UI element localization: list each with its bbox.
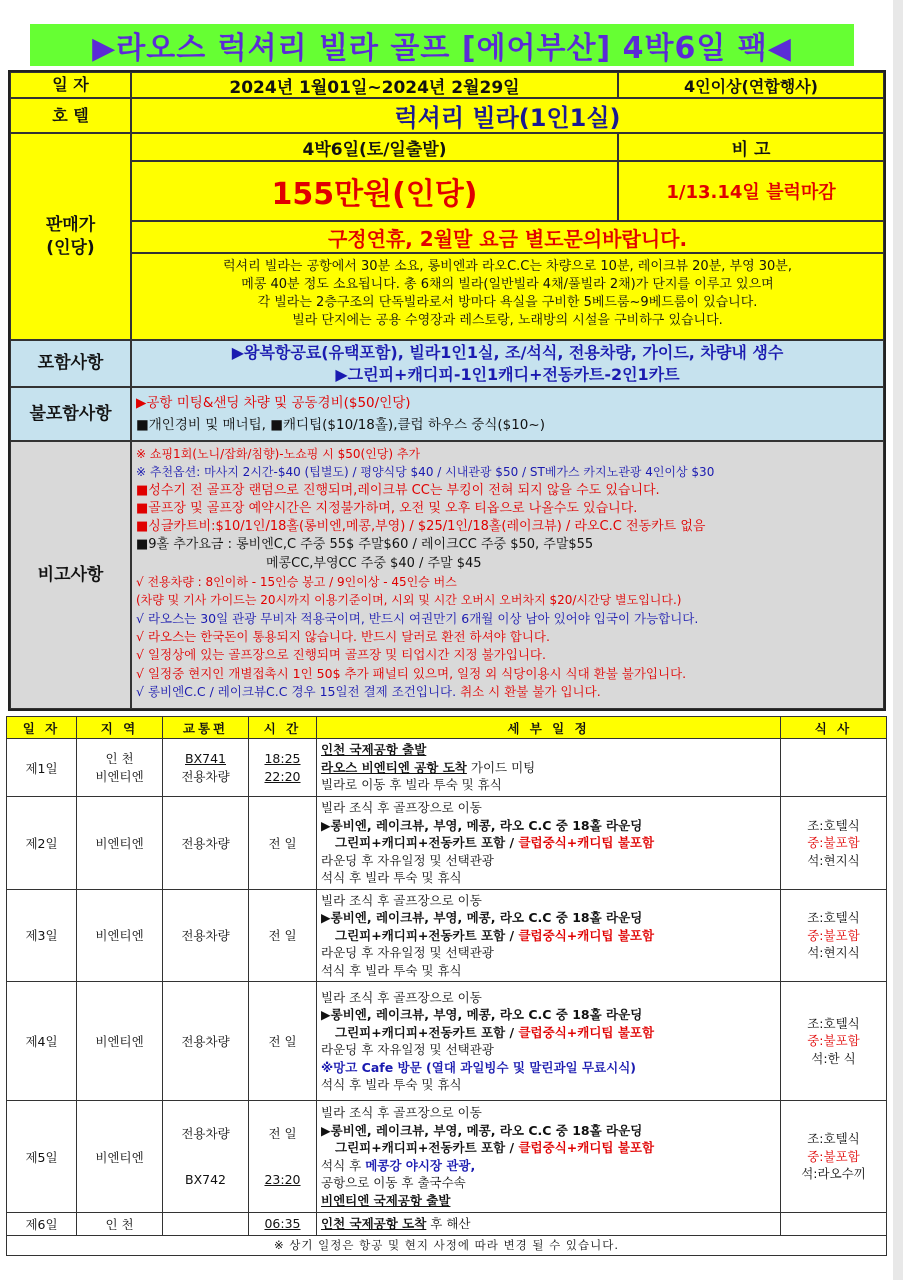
meal-text: 석:현지식 — [807, 945, 860, 960]
transport-cell — [163, 1101, 249, 1213]
detail-line: ※망고 Cafe 방문 (열대 과일빙수 및 말린과일 무료시식) — [321, 1059, 636, 1075]
detail-line: 클럽중식+캐디팁 불포함 — [518, 927, 655, 943]
note-item: √ 일정상에 있는 골프장으로 진행되며 골프장 및 티업시간 지정 불가입니다. — [136, 647, 546, 663]
header-day: 일 자 — [7, 717, 77, 739]
meals-cell — [781, 797, 887, 890]
meal-text: 석:현지식 — [807, 852, 860, 868]
detail-line: 빌라 조식 후 골프장으로 이동 — [321, 1105, 482, 1120]
region-cell: 인 천 — [77, 1213, 163, 1236]
note-item: ■성수기 전 골프장 랜덤으로 진행되며,레이크뷰 CC는 부킹이 전혀 되지 않을 수도 있습니다. — [136, 482, 660, 498]
time-cell: 전 일 — [249, 982, 317, 1101]
meals-cell — [781, 982, 887, 1101]
header-details: 세 부 일 정 — [317, 717, 781, 739]
hotel-value: 럭셔리 빌라(1인1실) — [131, 98, 884, 133]
overview-table — [8, 70, 886, 711]
included-label: 포함사항 — [10, 340, 131, 387]
itinerary-row — [7, 1101, 887, 1213]
detail-line: 메콩강 야시장 관광, — [365, 1157, 476, 1173]
meals-cell — [781, 739, 887, 797]
time-text: 22:20 — [264, 768, 301, 784]
note-item: √ 라오스는 한국돈이 통용되지 않습니다. 반드시 달러로 환전 하셔야 합니다. — [136, 628, 550, 644]
time-cell — [249, 1101, 317, 1213]
region-cell — [77, 739, 163, 797]
day-cell: 제5일 — [7, 1101, 77, 1213]
footnote: ※ 상기 일정은 항공 및 현지 사정에 따라 변경 될 수 있습니다. — [7, 1235, 887, 1255]
detail-line: 석식 후 빌라 투숙 및 휴식 — [321, 962, 462, 978]
flight-number: BX742 — [185, 1171, 226, 1187]
villa-desc-line: 메콩 40분 정도 소요됩니다. 총 6채의 빌라(일반빌라 4채/풀빌라 2채)가 단지를 이루고 있으며 — [241, 277, 774, 292]
note-item: 메콩CC,부영CC 주중 $40 / 주말 $45 — [266, 555, 482, 571]
excluded-item: ▶공항 미팅&샌딩 차량 및 공동경비($50/인당) — [136, 395, 411, 411]
note-item: ■싱글카트비:$10/1인/18홀(롱비엔,메콩,부영) / $25/1인/18홀(레이크뷰) / 라오C.C 전동카트 없음 — [136, 519, 706, 535]
meal-text: 조:호텔식 — [807, 910, 860, 925]
note-item: ■9홀 추가요금 : 롱비엔C,C 주중 55$ 주말$60 / 레이크CC 주중 $50, 주말$55 — [136, 537, 594, 553]
meal-text: 조:호텔식 — [807, 1015, 860, 1031]
meal-text: 중: — [807, 835, 824, 850]
villa-desc-line: 빌라 단지에는 공용 수영장과 레스토랑, 노래방의 시설을 구비하구 있습니다. — [292, 313, 723, 328]
meals-cell — [781, 1101, 887, 1213]
villa-desc-line: 각 빌라는 2층구조의 단독빌라로서 방마다 욕실을 구비한 5베드룸~9베드룸이 있습니다. — [257, 295, 758, 310]
detail-line: 클럽중식+캐디팁 불포함 — [518, 835, 655, 850]
day-cell: 제3일 — [7, 889, 77, 982]
header-region: 지 역 — [77, 717, 163, 739]
detail-line: 빌라 조식 후 골프장으로 이동 — [321, 800, 482, 815]
note-item: ※ 추천옵션: 마사지 2시간-$40 (팁별도) / 평양식당 $40 / 시내관광 $50 / ST베가스 카지노관광 4인이상 $30 — [136, 465, 715, 480]
detail-line: 빌라 조식 후 골프장으로 이동 — [321, 989, 482, 1005]
region-cell: 비엔티엔 — [77, 982, 163, 1101]
time-text: 23:20 — [264, 1171, 301, 1187]
detail-line: 라운딩 후 자유일정 및 선택관광 — [321, 852, 494, 868]
transport-cell — [163, 739, 249, 797]
details-cell — [317, 982, 781, 1101]
details-cell — [317, 889, 781, 982]
excluded-item: ■개인경비 및 매너팁, ■캐디팁($10/18홀),클럽 하우스 중식($10~) — [136, 417, 545, 433]
detail-line: ▶롱비엔, 레이크뷰, 부영, 메콩, 라오 C.C 중 18홀 라운딩 — [321, 1122, 643, 1138]
schedule-type: 4박6일(토/일출발) — [131, 133, 618, 161]
note-item: √ 롱비엔C.C / 레이크뷰C.C 경우 15일전 결제 조건입니다. — [136, 683, 461, 699]
meal-text: 조:호텔식 — [807, 817, 860, 833]
meal-text: 석:라오수끼 — [801, 1166, 866, 1182]
region-text: 비엔티엔 — [95, 768, 144, 784]
transport-text: 전용차량 — [181, 768, 230, 784]
time-cell: 06:35 — [249, 1213, 317, 1236]
meal-text: 조:호텔식 — [807, 1131, 860, 1147]
excluded-list — [131, 387, 884, 441]
price-note: 1/13.14일 블럭마감 — [618, 161, 884, 221]
detail-line: 빌라 조식 후 골프장으로 이동 — [321, 892, 482, 908]
detail-line: 라오스 비엔티엔 공항 도착 — [321, 759, 467, 775]
details-cell — [317, 739, 781, 797]
page-edge — [893, 0, 903, 1280]
meal-text: 불포함 — [823, 1033, 860, 1049]
detail-line: 석식 후 빌라 투숙 및 휴식 — [321, 870, 462, 885]
transport-cell: 전용차량 — [163, 889, 249, 982]
transport-text: 전용차량 — [181, 1126, 230, 1141]
meals-cell — [781, 889, 887, 982]
header-time: 시 간 — [249, 717, 317, 739]
transport-cell — [163, 1213, 249, 1236]
detail-line: 그린피+캐디피+전동카트 포함 / — [335, 1024, 519, 1040]
region-cell: 비엔티엔 — [77, 889, 163, 982]
day-cell: 제6일 — [7, 1213, 77, 1236]
itinerary-row — [7, 797, 887, 890]
note-item: √ 일정중 현지인 개별접촉시 1인 50$ 추가 패널티 있으며, 일정 외 식당이용시 식대 환불 불가입니다. — [136, 665, 687, 681]
itinerary-table — [6, 716, 887, 1256]
itinerary-row — [7, 1213, 887, 1236]
note-item: 취소 시 환불 불가 입니다. — [460, 683, 601, 699]
detail-line: ▶롱비엔, 레이크뷰, 부영, 메콩, 라오 C.C 중 18홀 라운딩 — [321, 817, 643, 833]
meals-cell — [781, 1213, 887, 1236]
detail-line: 빌라로 이동 후 빌라 투숙 및 휴식 — [321, 777, 502, 793]
details-cell — [317, 1101, 781, 1213]
detail-line: ▶롱비엔, 레이크뷰, 부영, 메콩, 라오 C.C 중 18홀 라운딩 — [321, 910, 643, 925]
holiday-note: 구정연휴, 2월말 요금 별도문의바랍니다. — [131, 221, 884, 253]
day-cell: 제1일 — [7, 739, 77, 797]
detail-line: 비엔티엔 국제공항 출발 — [321, 1192, 451, 1208]
day-cell: 제2일 — [7, 797, 77, 890]
time-cell — [249, 739, 317, 797]
time-text: 전 일 — [268, 1126, 297, 1141]
note-item: ■골프장 및 골프장 예약시간은 지정불가하며, 오전 및 오후 티옵으로 나올수도 있습니다. — [136, 500, 638, 516]
meal-text: 불포함 — [823, 927, 860, 943]
detail-line: 석식 후 — [321, 1157, 366, 1173]
note-item: (차량 및 기사 가이드는 20시까지 이용기준이며, 시외 및 시간 오버시 오버차지 $20/시간당 별도입니다.) — [136, 593, 682, 608]
region-cell: 비엔티엔 — [77, 797, 163, 890]
detail-line: 라운딩 후 자유일정 및 선택관광 — [321, 1042, 494, 1057]
meal-text: 불포함 — [823, 1148, 860, 1164]
villa-desc-line: 럭셔리 빌라는 공항에서 30분 소요, 롱비엔과 라오C.C는 차량으로 10분, 레이크뷰 20분, 부영 30분, — [223, 259, 792, 274]
detail-line: ▶롱비엔, 레이크뷰, 부영, 메콩, 라오 C.C 중 18홀 라운딩 — [321, 1007, 643, 1022]
header-transport: 교통편 — [163, 717, 249, 739]
price-label: 판매가 (인당) — [10, 133, 131, 340]
note-item: √ 라오스는 30일 관광 무비자 적용국이며, 반드시 여권만기 6개월 이상 남아 있어야 입국이 가능합니다. — [136, 610, 699, 626]
detail-line: 그린피+캐디피+전동카트 포함 / — [335, 927, 519, 943]
note-item: ※ 쇼핑1회(노니/잡화/침향)-노쇼핑 시 $50(인당) 추가 — [136, 447, 421, 461]
notes-list — [131, 441, 884, 709]
detail-line: 석식 후 빌라 투숙 및 휴식 — [321, 1077, 462, 1092]
footnote-row — [7, 1235, 887, 1255]
itinerary-row — [7, 739, 887, 797]
page-title: ▶라오스 럭셔리 빌라 골프 [에어부산] 4박6일 팩◀ — [30, 24, 854, 66]
period-label: 일 자 — [10, 72, 131, 98]
details-cell — [317, 1213, 781, 1236]
meal-text: 중: — [807, 1033, 824, 1049]
note-item: √ 전용차량 : 8인이하 - 15인승 봉고 / 9인이상 - 45인승 버스 — [136, 575, 457, 590]
detail-line: 그린피+캐디피+전동카트 포함 / — [335, 835, 519, 850]
flight-number: BX741 — [185, 751, 226, 766]
villa-description — [131, 253, 884, 340]
remark-label: 비 고 — [618, 133, 884, 161]
meal-text: 석:한 식 — [811, 1050, 856, 1066]
hotel-label: 호 텔 — [10, 98, 131, 133]
detail-line: 후 해산 — [426, 1216, 471, 1231]
min-pax: 4인이상(연합행사) — [618, 72, 884, 98]
notes-label: 비고사항 — [10, 441, 131, 709]
header-meals: 식 사 — [781, 717, 887, 739]
included-list — [131, 340, 884, 387]
included-item: ▶그린피+캐디피-1인1캐디+전동카트-2인1카트 — [335, 365, 680, 384]
detail-line: 인천 국제공항 출발 — [321, 742, 427, 758]
meal-text: 중: — [807, 1148, 824, 1164]
detail-line: 공항으로 이동 후 출국수속 — [321, 1175, 466, 1190]
meal-text: 불포함 — [823, 835, 860, 850]
day-cell: 제4일 — [7, 982, 77, 1101]
region-cell: 비엔티엔 — [77, 1101, 163, 1213]
detail-line: 인천 국제공항 도착 — [321, 1216, 427, 1231]
detail-line: 그린피+캐디피+전동카트 포함 / — [335, 1140, 519, 1155]
excluded-label: 불포함사항 — [10, 387, 131, 441]
region-text: 인 천 — [105, 751, 134, 766]
detail-line: 클럽중식+캐디팁 불포함 — [518, 1024, 655, 1040]
period-value: 2024년 1월01일~2024년 2월29일 — [131, 72, 618, 98]
time-cell: 전 일 — [249, 797, 317, 890]
details-cell — [317, 797, 781, 890]
included-item: ▶왕복항공료(유택포함), 빌라1인1실, 조/석식, 전용차량, 가이드, 차량내 생수 — [231, 343, 784, 362]
detail-line: 가이드 미팅 — [466, 759, 536, 775]
detail-line: 라운딩 후 자유일정 및 선택관광 — [321, 945, 494, 960]
itinerary-row — [7, 889, 887, 982]
itinerary-header-row — [7, 717, 887, 739]
detail-line: 클럽중식+캐디팁 불포함 — [518, 1140, 655, 1155]
time-text: 18:25 — [264, 751, 301, 766]
transport-cell: 전용차량 — [163, 797, 249, 890]
meal-text: 중: — [807, 927, 824, 943]
price-value: 155만원(인당) — [131, 161, 618, 221]
itinerary-row — [7, 982, 887, 1101]
time-cell: 전 일 — [249, 889, 317, 982]
transport-cell: 전용차량 — [163, 982, 249, 1101]
